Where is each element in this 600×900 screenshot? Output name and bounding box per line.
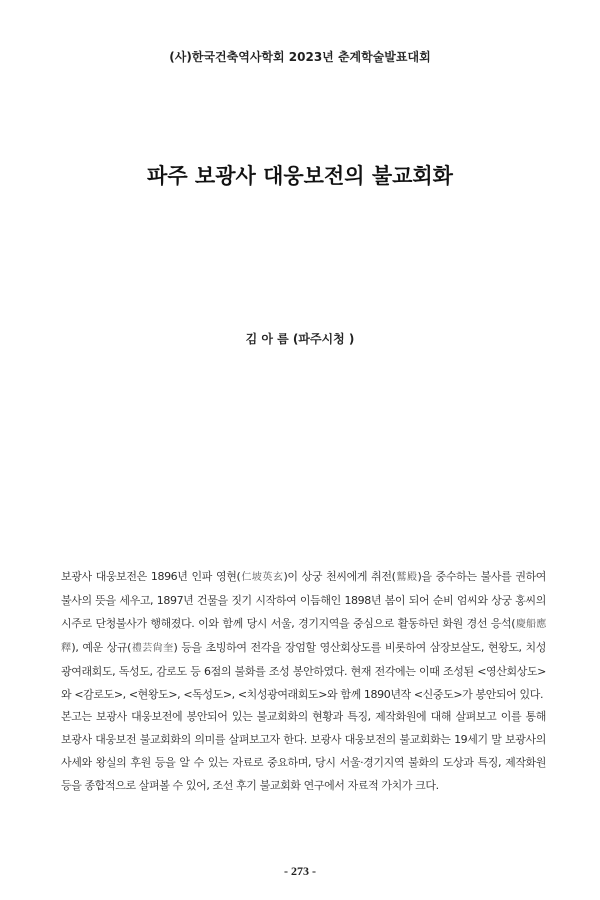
abstract-line: 광여래회도, 독성도, 감로도 등 6점의 불화를 조성 봉안하였다. 현재 전각에는 이때 조성된 <영산회상도> (61, 664, 546, 678)
abstract-line: 불사의 뜻을 세우고, 1897년 건물을 짓기 시작하여 이듬해인 1898년 봄이 되어 순비 엄씨와 상궁 홍씨의 (61, 593, 546, 607)
abstract-line: 와 <감로도>, <현왕도>, <독성도>, <치성광여래회도>와 함께 1890년작 <신중도>가 봉안되어 있다. (61, 687, 544, 701)
abstract-line: 등을 종합적으로 살펴볼 수 있어, 조선 후기 불교회화 연구에서 자료적 가치가 크다. (61, 779, 439, 793)
author-line: 김 아 름 (파주시청 ) (245, 332, 355, 346)
paper-title: 파주 보광사 대웅보전의 불교회화 (147, 164, 453, 188)
abstract-line: 보광사 대웅보전은 1896년 인파 영현(仁坡英玄)이 상궁 천씨에게 취전(鷲殿)을 중수하는 불사를 권하여 (61, 570, 547, 583)
abstract-line: 시주로 단청불사가 행해졌다. 이와 함께 당시 서울, 경기지역을 중심으로 활동하던 화원 경선 응석(慶船應 (61, 616, 546, 630)
abstract-line: 釋), 예운 상규(禮芸尙奎) 등을 초빙하여 전각을 장엄할 영산회상도를 비롯하여 삼장보살도, 현왕도, 치성 (61, 640, 546, 654)
conference-header: (사)한국건축역사학회 2023년 춘계학술발표대회 (169, 50, 431, 64)
page-number: - 273 - (284, 864, 316, 878)
abstract-line: 보광사 대웅보전 불교회화의 의미를 살펴보고자 한다. 보광사 대웅보전의 불교회화는 19세기 말 보광사의 (61, 733, 546, 747)
abstract-body (61, 566, 546, 798)
abstract-line: 사세와 왕실의 후원 등을 알 수 있는 자료로 중요하며, 당시 서울·경기지역 불화의 도상과 특징, 제작화원 (61, 756, 546, 770)
abstract-line: 본고는 보광사 대웅보전에 봉안되어 있는 불교회화의 현황과 특징, 제작화원에 대해 살펴보고 이를 통해 (61, 710, 546, 724)
